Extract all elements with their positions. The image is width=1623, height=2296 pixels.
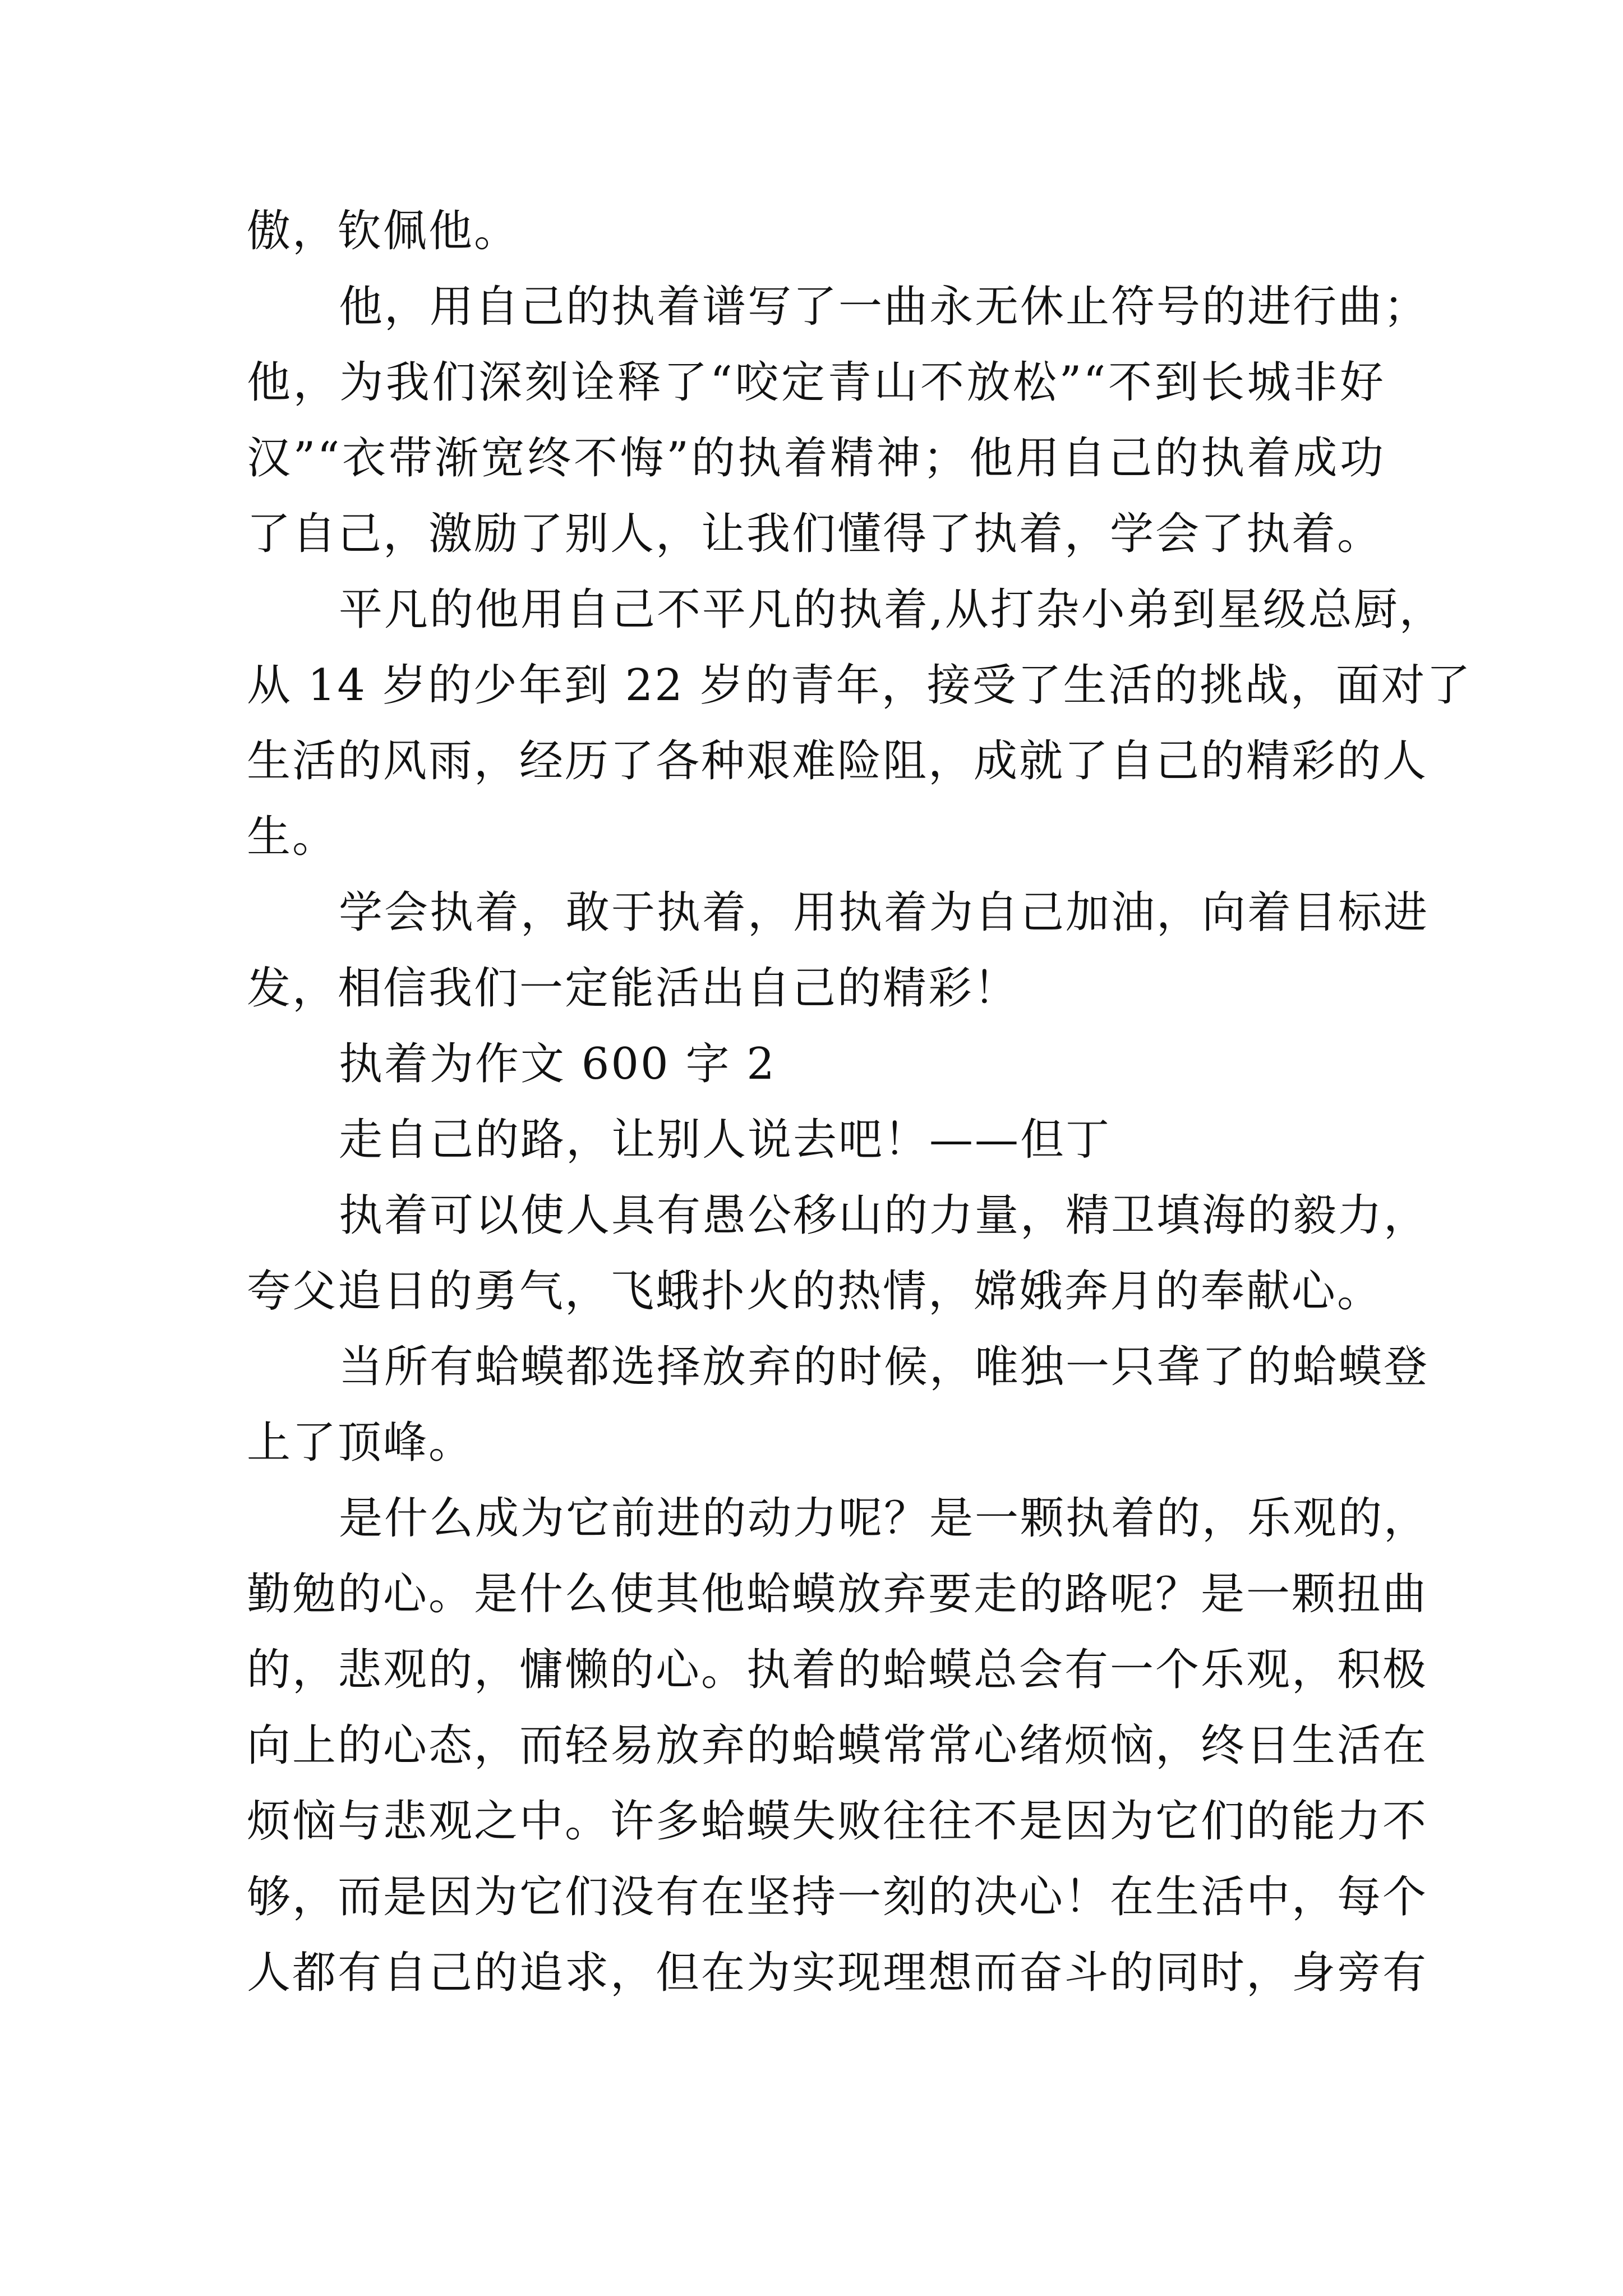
text-line: 生。 bbox=[247, 812, 338, 862]
text-line: 向上的心态，而轻易放弃的蛤蟆常常心绪烦恼，终日生活在 bbox=[247, 1720, 1428, 1771]
paragraph-first-line: 执着可以使人具有愚公移山的力量，精卫填海的毅力， bbox=[339, 1190, 1430, 1241]
text-line: 够，而是因为它们没有在坚持一刻的决心！在生活中，每个 bbox=[247, 1872, 1428, 1922]
paragraph-first-line: 平凡的他用自己不平凡的执着,从打杂小弟到星级总厨， bbox=[339, 585, 1445, 635]
text-line: 汉”“衣带渐宽终不悔”的执着精神；他用自己的执着成功 bbox=[247, 433, 1385, 484]
text-line: 人都有自己的追求，但在为实现理想而奋斗的同时，身旁有 bbox=[247, 1948, 1428, 1998]
text-line: 上了顶峰。 bbox=[247, 1418, 474, 1468]
paragraph-first-line: 当所有蛤蟆都选择放弃的时候，唯独一只聋了的蛤蟆登 bbox=[339, 1342, 1430, 1392]
paragraph-first-line: 是什么成为它前进的动力呢？是一颗执着的，乐观的， bbox=[339, 1493, 1430, 1544]
text-line: 从 14 岁的少年到 22 岁的青年，接受了生活的挑战，面对了 bbox=[247, 660, 1472, 711]
section-heading: 执着为作文 600 字 2 bbox=[339, 1039, 776, 1089]
document-body bbox=[247, 194, 1472, 2011]
text-line: 的，悲观的，慵懒的心。执着的蛤蟆总会有一个乐观，积极 bbox=[247, 1645, 1428, 1695]
epigraph-quote: 走自己的路，让别人说去吧！——但丁 bbox=[339, 1115, 1112, 1165]
text-line: 了自己，激励了别人，让我们懂得了执着，学会了执着。 bbox=[247, 509, 1383, 559]
text-line: 夸父追日的勇气，飞蛾扑火的热情，嫦娥奔月的奉献心。 bbox=[247, 1266, 1383, 1317]
paragraph-first-line: 学会执着，敢于执着，用执着为自己加油，向着目标进 bbox=[339, 887, 1430, 938]
text-line: 傲，钦佩他。 bbox=[247, 206, 520, 256]
text-line: 生活的风雨，经历了各种艰难险阻，成就了自己的精彩的人 bbox=[247, 736, 1428, 786]
paragraph-first-line: 他，用自己的执着谱写了一曲永无休止符号的进行曲； bbox=[339, 282, 1430, 332]
text-line: 烦恼与悲观之中。许多蛤蟆失败往往不是因为它们的能力不 bbox=[247, 1796, 1428, 1847]
text-line: 他，为我们深刻诠释了“咬定青山不放松”“不到长城非好 bbox=[247, 357, 1385, 408]
text-line: 勤勉的心。是什么使其他蛤蟆放弃要走的路呢？是一颗扭曲 bbox=[247, 1569, 1428, 1619]
text-line: 发，相信我们一定能活出自己的精彩！ bbox=[247, 963, 1020, 1014]
